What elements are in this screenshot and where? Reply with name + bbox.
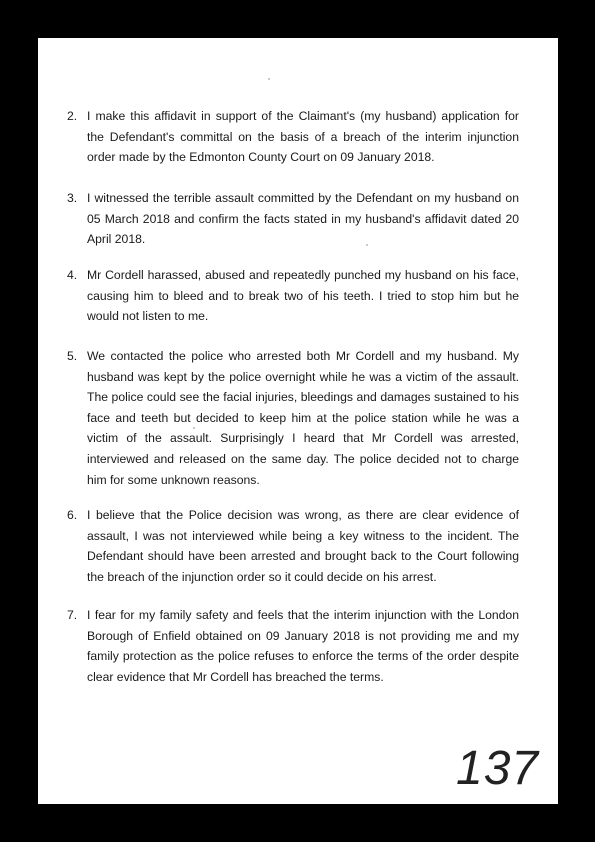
- paragraph-number: 5.: [67, 349, 78, 363]
- handwritten-page-number: 137: [456, 742, 540, 795]
- paragraph-text: I fear for my family safety and feels that the interim injunction with the London Borough of Enfield obtained on 09 January 2018 is not providing me and my family protection as the police refuses to enforce the terms of the order despite clear evidence that Mr Cordell has breached the terms.: [87, 608, 519, 684]
- scan-speck: [193, 427, 195, 429]
- scan-speck: [268, 78, 270, 80]
- paragraph-text: Mr Cordell harassed, abused and repeatedly punched my husband on his face, causing him to bleed and to break two of his teeth. I tried to stop him but he would not listen to me.: [87, 268, 519, 324]
- paragraph-number: 2.: [67, 109, 78, 123]
- scan-speck: [366, 244, 368, 246]
- paragraph-4: [67, 265, 519, 327]
- paragraph-text: I make this affidavit in support of the Claimant's (my husband) application for the Defendant's committal on the basis of a breach of the interim injunction order made by the Edmonton County Court on 09 January 2018.: [87, 109, 519, 165]
- paragraph-number: 6.: [67, 508, 78, 522]
- paragraph-3: [67, 188, 519, 250]
- document-page: [38, 38, 558, 804]
- paragraph-text: We contacted the police who arrested both Mr Cordell and my husband. My husband was kept by the police overnight while he was a victim of the assault. The police could see the facial injuries, bleedings and damages sustained to his face and teeth but decided to keep him at the police station while he was a victim of the assault. Surprisingly I heard that Mr Cordell was arrested, interviewed and released on the same day. The police decided not to charge him for some unknown reasons.: [87, 349, 519, 487]
- paragraph-7: [67, 605, 519, 687]
- paragraph-number: 3.: [67, 191, 78, 205]
- paragraph-6: [67, 505, 519, 587]
- paragraph-text: I believe that the Police decision was wrong, as there are clear evidence of assault, I was not interviewed while being a key witness to the incident. The Defendant should have been arrested and brought back to the Court following the breach of the injunction order so it could decide on his arrest.: [87, 508, 519, 584]
- paragraph-number: 4.: [67, 268, 78, 282]
- paragraph-2: [67, 106, 519, 168]
- paragraph-text: I witnessed the terrible assault committed by the Defendant on my husband on 05 March 2018 and confirm the facts stated in my husband's affidavit dated 20 April 2018.: [87, 191, 519, 247]
- paragraph-5: [67, 346, 519, 490]
- paragraph-number: 7.: [67, 608, 78, 622]
